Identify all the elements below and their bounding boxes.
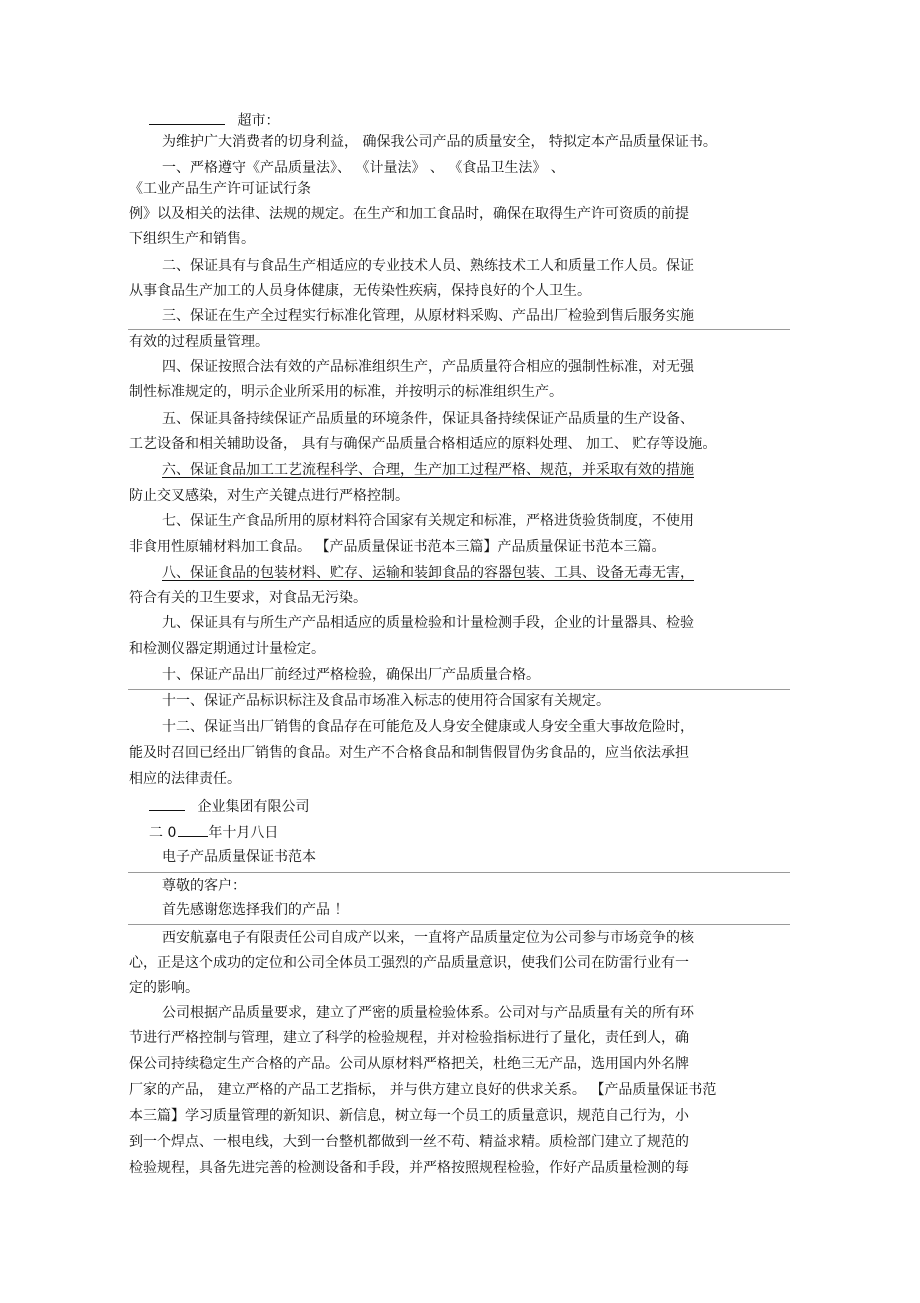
- section2-p2-line7: 检验规程，具备先进完善的检测设备和手段，并严格按照规程检验，作好产品质量检测的每: [129, 1160, 689, 1176]
- signature-date: [149, 822, 278, 842]
- item10-line1: 十、保证产品出厂前经过严格检验，确保出厂产品质量合格。: [162, 667, 540, 683]
- item9-line1: 九、保证具有与所生产产品相适应的质量检验和计量检测手段，企业的计量器具、检验: [162, 615, 694, 631]
- date-year-blank: [178, 822, 208, 837]
- divider-rule: [128, 329, 790, 330]
- section2-p2-line6: 到一个焊点、一根电线，大到一台整机都做到一丝不苟、精益求精。质检部门建立了规范的: [129, 1134, 689, 1150]
- item7-line1: 七、保证生产食品所用的原材料符合国家有关规定和标准，严格进货验货制度，不使用: [162, 513, 694, 529]
- section2-p1-line3: 定的影响。: [129, 980, 199, 996]
- section2-p2-line2: 节进行严格控制与管理，建立了科学的检验规程，并对检验指标进行了量化，责任到人，确: [129, 1030, 689, 1046]
- item1-line4: 下组织生产和销售。: [129, 231, 255, 247]
- item1-line3: 例》以及相关的法律、法规的规定。在生产和加工食品时，确保在取得生产许可资质的前提: [129, 206, 689, 222]
- divider-rule: [128, 924, 790, 925]
- section2-p1-line2: 心，正是这个成功的定位和公司全体员工强烈的产品质量意识，使我们公司在防雷行业有一: [129, 955, 689, 971]
- section2-p2-line4: 厂家的产品， 建立严格的产品工艺指标， 并与供方建立良好的供求关系。 【产品质量保证书范: [129, 1082, 717, 1098]
- item12-line3: 相应的法律责任。: [129, 771, 241, 787]
- company-suffix: 企业集团有限公司: [197, 799, 310, 815]
- date-suffix: 年十月八日: [208, 825, 279, 841]
- item1-line1: 一、严格遵守《产品质量法》、 《计量法》 、 《食品卫生法》 、: [162, 160, 565, 176]
- addressee-suffix: 超市：: [237, 113, 280, 129]
- item11-line1: 十一、保证产品标识标注及食品市场准入标志的使用符合国家有关规定。: [162, 693, 610, 709]
- section2-p1-line1: 西安航嘉电子有限责任公司自成产以来，一直将产品质量定位为公司参与市场竞争的核: [162, 930, 694, 946]
- item3-line2: 有效的过程质量管理。: [129, 334, 269, 350]
- item7-line2: 非食用性原辅材料加工食品。 【产品质量保证书范本三篇】产品质量保证书范本三篇。: [129, 539, 666, 555]
- item5-line1: 五、保证具备持续保证产品质量的环境条件，保证具备持续保证产品质量的生产设备、: [162, 411, 694, 427]
- divider-rule: [128, 872, 790, 873]
- item8-line2: 符合有关的卫生要求，对食品无污染。: [129, 590, 367, 606]
- item2-line1: 二、保证具有与食品生产相适应的专业技术人员、熟练技术工人和质量工作人员。保证: [162, 258, 694, 274]
- intro-paragraph: 为维护广大消费者的切身利益， 确保我公司产品的质量安全， 特拟定本产品质量保证书。: [162, 134, 717, 150]
- company-signature: [149, 796, 309, 816]
- company-blank: [149, 796, 185, 811]
- addressee-blank: [149, 110, 225, 125]
- greeting: 尊敬的客户：: [162, 878, 246, 894]
- section2-p2-line1: 公司根据产品质量要求，建立了严密的质量检验体系。公司对与产品质量有关的所有环: [162, 1005, 694, 1021]
- item2-line2: 从事食品生产加工的人员身体健康，无传染性疾病，保持良好的个人卫生。: [129, 283, 591, 299]
- item4-line1: 四、保证按照合法有效的产品标准组织生产，产品质量符合相应的强制性标准，对无强: [162, 359, 694, 375]
- item6-line1: 六、保证食品加工工艺流程科学、合理，生产加工过程严格、规范，并采取有效的措施: [162, 462, 694, 478]
- section2-p2-line3: 保公司持续稳定生产合格的产品。公司从原材料严格把关，杜绝三无产品，选用国内外名牌: [129, 1056, 689, 1072]
- item3-line1: 三、保证在生产全过程实行标准化管理，从原材料采购、产品出厂检验到售后服务实施: [162, 308, 694, 324]
- section2-title: 电子产品质量保证书范本: [162, 849, 316, 865]
- item5-line2: 工艺设备和相关辅助设备， 具有与确保产品质量合格相适应的原料处理、 加工、 贮存等设施。: [129, 436, 717, 452]
- item12-line1: 十二、保证当出厂销售的食品存在可能危及人身安全健康或人身安全重大事故危险时，: [162, 719, 694, 735]
- item1-line2: 《工业产品生产许可证试行条: [129, 181, 311, 197]
- thanks-line: 首先感谢您选择我们的产品 ！: [162, 902, 349, 918]
- item9-line2: 和检测仪器定期通过计量检定。: [129, 641, 325, 657]
- addressee-line: [149, 110, 279, 130]
- divider-rule: [128, 689, 790, 690]
- item6-line2: 防止交叉感染，对生产关键点进行严格控制。: [129, 488, 409, 504]
- date-prefix: 二 0: [149, 825, 177, 841]
- section2-p2-line5: 本三篇】学习质量管理的新知识、新信息，树立每一个员工的质量意识，规范自己行为，小: [129, 1108, 689, 1124]
- item8-line1: 八、保证食品的包装材料、贮存、运输和装卸食品的容器包装、工具、设备无毒无害，: [162, 565, 694, 581]
- item4-line2: 制性标准规定的，明示企业所采用的标准，并按明示的标准组织生产。: [129, 384, 563, 400]
- item12-line2: 能及时召回已经出厂销售的食品。对生产不合格食品和制售假冒伪劣食品的，应当依法承担: [129, 745, 689, 761]
